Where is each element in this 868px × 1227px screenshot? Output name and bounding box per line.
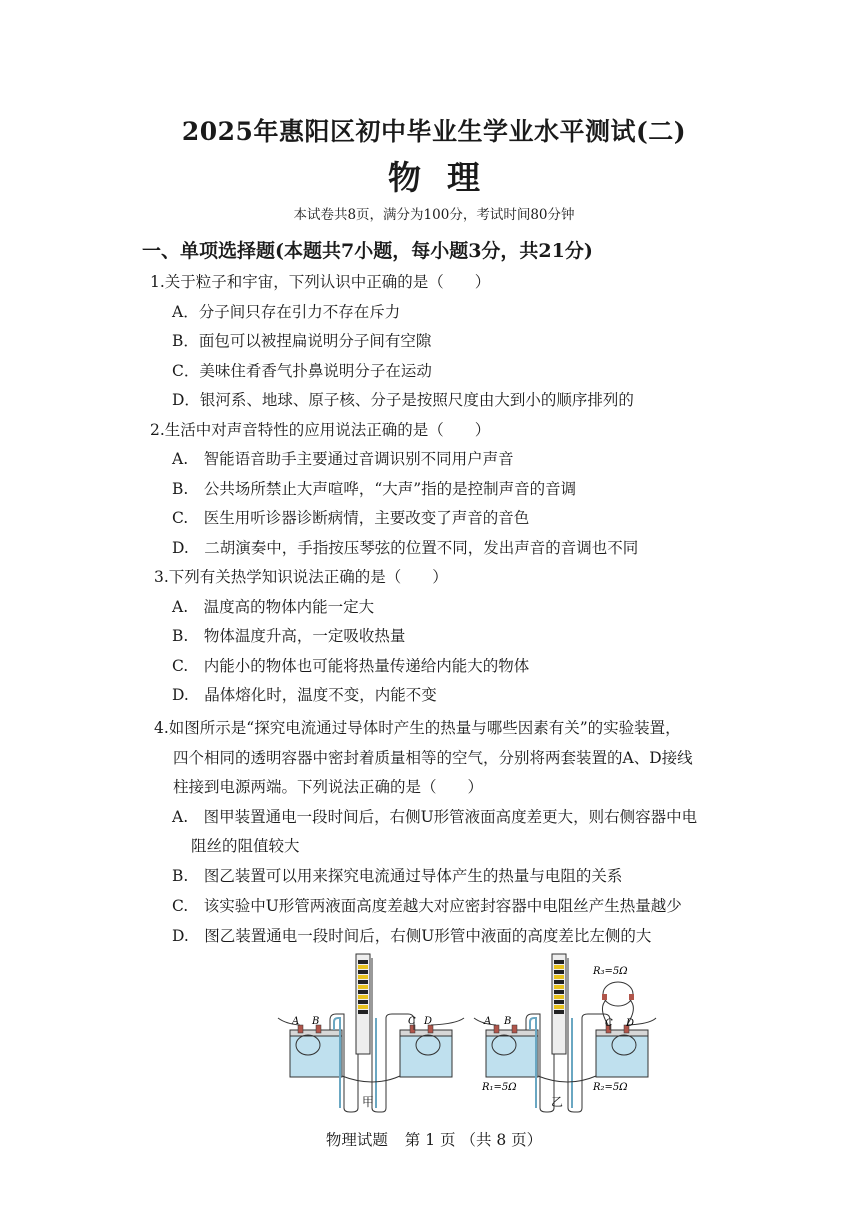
footer-subject: 物理试题 [325,1131,388,1149]
figure-label-jia: 甲 [362,1095,375,1109]
question-1-option-d: D．银河系、地球、原子核、分子是按照尺度由大到小的顺序排列的 [172,391,634,409]
terminal-a-left: A [292,1016,300,1027]
question-4-option-a: A. 图甲装置通电一段时间后，右侧U形管液面高度差更大，则右侧容器中电 [172,808,698,826]
page-footer [0,1128,868,1150]
terminal-a-right: A [484,1016,492,1027]
label-r2: R₂=5Ω [593,1082,628,1093]
question-3-option-d: D. 晶体熔化时，温度不变，内能不变 [172,686,437,704]
question-4-stem-line-2: 四个相同的透明容器中密封着质量相等的空气，分别将两套装置的A、D接线 [173,749,693,767]
label-r3: R₃=5Ω [593,966,628,977]
question-2-option-c: C. 医生用听诊器诊断病情，主要改变了声音的音色 [172,509,530,527]
section-heading: 一、单项选择题(本题共7小题，每小题3分，共21分) [142,240,593,262]
terminal-b-right: B [504,1016,512,1027]
exam-info: 本试卷共8页，满分为100分，考试时间80分钟 [293,207,575,223]
question-2-option-a: A. 智能语音助手主要通过音调识别不同用户声音 [172,450,514,468]
question-2-option-d: D. 二胡演奏中，手指按压琴弦的位置不同，发出声音的音调也不同 [172,539,639,557]
question-1-option-c: C．美味住肴香气扑鼻说明分子在运动 [172,362,432,380]
question-4-option-d: D. 图乙装置通电一段时间后，右侧U形管中液面的高度差比左侧的大 [172,927,652,945]
question-4-option-a-cont: 阻丝的阻值较大 [191,837,300,855]
question-4-option-b: B. 图乙装置可以用来探究电流通过导体产生的热量与电阻的关系 [172,867,623,885]
subject-title: 物理 [388,158,506,197]
question-3-stem: 3.下列有关热学知识说法正确的是（ ） [154,568,448,586]
question-4-option-c: C. 该实验中U形管两液面高度差越大对应密封容器中电阻丝产生热量越少 [172,897,682,915]
question-4-stem: 4.如图所示是“探究电流通过导体时产生的热量与哪些因素有关”的实验装置， [154,719,681,737]
question-4-stem-line-3: 柱接到电源两端。下列说法正确的是（ ） [173,778,484,796]
question-1-stem: 1.关于粒子和宇宙，下列认识中正确的是（ ） [150,273,491,291]
terminal-b-left: B [312,1016,320,1027]
exam-title: 2025年惠阳区初中毕业生学业水平测试(二) [181,117,687,146]
question-3-option-b: B. 物体温度升高，一定吸收热量 [172,627,406,645]
label-r1: R₁=5Ω [482,1082,517,1093]
question-2-option-b: B. 公共场所禁止大声喧哗，“大声”指的是控制声音的音调 [172,480,577,498]
resistor-r3 [603,982,633,1006]
question-2-stem: 2.生活中对声音特性的应用说法正确的是（ ） [150,421,491,439]
terminal-d-left: D [424,1016,433,1027]
footer-page-number: 第 1 页 （共 8 页） [404,1131,543,1149]
terminal-c-left: C [408,1016,416,1027]
question-3-option-c: C. 内能小的物体也可能将热量传递给内能大的物体 [172,657,530,675]
question-1-option-a: A．分子间只存在引力不存在斥力 [172,303,401,321]
question-3-option-a: A. 温度高的物体内能一定大 [172,598,375,616]
figure-label-yi: 乙 [551,1095,564,1109]
experiment-figure [268,948,658,1113]
apparatus-diagram [268,948,658,1113]
terminal-c-right: C [605,1018,613,1029]
terminal-d-right: D [626,1018,635,1029]
question-1-option-b: B．面包可以被捏扁说明分子间有空隙 [172,332,432,350]
